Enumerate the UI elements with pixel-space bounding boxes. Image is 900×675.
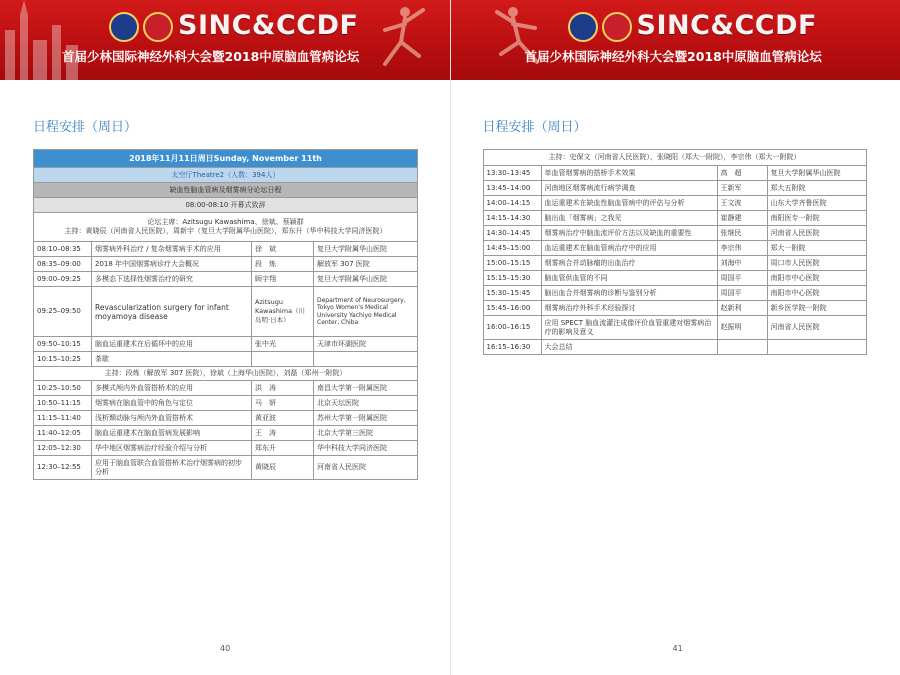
org-cell: 华中科技大学同济医院 [314, 441, 418, 456]
time-cell: 10:25–10:50 [34, 381, 92, 396]
topic-cell: 脑血运重建术在脑血管病发展影响 [92, 426, 252, 441]
martial-artist-icon [375, 4, 430, 74]
topic-cell: 大会总结 [541, 340, 717, 355]
speaker-cell: 高 超 [717, 166, 767, 181]
brand-title: SINC&CCDF [636, 10, 817, 41]
topic-cell: 河南地区烟雾病流行病学调查 [541, 181, 717, 196]
speaker-cell: 徐 斌 [252, 242, 314, 257]
chairs-line-3: 主持：段炼（解放军 307 医院），徐斌（上海华山医院），刘磊（郑州一附院） [34, 367, 418, 381]
table-row [34, 411, 418, 426]
table-row [483, 241, 866, 256]
table-row [483, 256, 866, 271]
topic-cell: 烟雾病治疗外科手术经验探讨 [541, 301, 717, 316]
table-row [483, 316, 866, 340]
time-cell: 08:10–08:35 [34, 242, 92, 257]
org-cell: 复旦大学附属华山医院 [314, 272, 418, 287]
table-row [483, 340, 866, 355]
topic-cell: 多模式颅内外血管搭桥术的应用 [92, 381, 252, 396]
venue-header: 太空厅Theatre2（人数：394人） [34, 168, 418, 183]
org-cell [314, 352, 418, 367]
time-cell: 09:25–09:50 [34, 287, 92, 337]
right-page [451, 0, 900, 675]
speaker-cell: 周国平 [717, 271, 767, 286]
topic-cell: 烟雾病合并动脉瘤的出血治疗 [541, 256, 717, 271]
table-row [483, 181, 866, 196]
chairs-line: 主持：史保文（河南省人民医院），张晓阳（郑大一附院），李宗伟（郑大一附院） [483, 150, 866, 166]
org-cell: 郑大五附院 [767, 181, 866, 196]
brand-title: SINC&CCDF [178, 10, 359, 41]
section-title: 日程安排（周日） [33, 120, 138, 135]
time-cell: 14:45–15:00 [483, 241, 541, 256]
topic-cell: 应用于脑血管联合血管搭桥术治疗烟雾病的初步分析 [92, 456, 252, 480]
sinc-logo-icon [109, 12, 139, 42]
ccdf-logo-icon [602, 12, 632, 42]
speaker-cell: 黄亚波 [252, 411, 314, 426]
topic-cell: 血运重建术在缺血性脑血管病中的评估与分析 [541, 196, 717, 211]
table-row [34, 287, 418, 337]
speaker-cell: 郑东升 [252, 441, 314, 456]
table-row [34, 337, 418, 352]
time-cell: 12:05–12:30 [34, 441, 92, 456]
org-cell: 解放军 307 医院 [314, 257, 418, 272]
table-row [483, 211, 866, 226]
speaker-cell: 赵新利 [717, 301, 767, 316]
speaker-cell: 王新军 [717, 181, 767, 196]
org-cell: 新乡医学院一附院 [767, 301, 866, 316]
speaker-cell: Azitsugu Kawashima（川岛明·日本） [252, 287, 314, 337]
org-cell: 北京天坛医院 [314, 396, 418, 411]
table-row [34, 352, 418, 367]
time-cell: 09:00–09:25 [34, 272, 92, 287]
time-cell: 09:50–10:15 [34, 337, 92, 352]
section-title: 日程安排（周日） [482, 120, 587, 135]
topic-cell: 烟雾病治疗中脑血流评价方法以及缺血的重要性 [541, 226, 717, 241]
topic-cell: 烟雾病外科治疗 / 复杂烟雾病手术的应用 [92, 242, 252, 257]
org-cell: 南昌大学第一附属医院 [314, 381, 418, 396]
org-cell: 山东大学齐鲁医院 [767, 196, 866, 211]
speaker-cell: 王 涛 [252, 426, 314, 441]
topic-cell: 烟雾病在脑血管中的角色与定位 [92, 396, 252, 411]
org-cell: 周口市人民医院 [767, 256, 866, 271]
speaker-cell: 张继民 [717, 226, 767, 241]
session-title: 缺血性脑血管病及烟雾病分论坛日程 [34, 183, 418, 198]
header-subtitle: 首届少林国际神经外科大会暨2018中原脑血管病论坛 [524, 49, 822, 64]
org-cell: 河南省人民医院 [767, 316, 866, 340]
time-cell: 15:45–16:00 [483, 301, 541, 316]
topic-cell: 血运重建术在脑血管病治疗中的应用 [541, 241, 717, 256]
org-cell: 南阳市中心医院 [767, 286, 866, 301]
time-cell: 16:00–16:15 [483, 316, 541, 340]
chairs-line-1: 论坛主席：Azitsugu Kawashima、徐斌、蔡颖群 [147, 218, 304, 226]
speaker-cell [252, 352, 314, 367]
header-banner [0, 0, 450, 80]
table-row [483, 196, 866, 211]
page-number: 41 [672, 644, 683, 653]
table-row [483, 301, 866, 316]
schedule-table [483, 149, 867, 355]
time-cell: 12:30–12:55 [34, 456, 92, 480]
time-cell: 11:40–12:05 [34, 426, 92, 441]
time-cell: 10:15–10:25 [34, 352, 92, 367]
city-skyline-icon [0, 0, 120, 80]
time-cell: 14:30–14:45 [483, 226, 541, 241]
chairs-line-2: 主持：黄晓辰（河南省人民医院），周新宇（复旦大学附属华山医院），郑东升（华中科技大学同济医院） [64, 227, 387, 235]
table-row [34, 257, 418, 272]
org-cell: 复旦大学附属华山医院 [314, 242, 418, 257]
topic-cell: 2018 年中国烟雾病诊疗大会概况 [92, 257, 252, 272]
org-cell: 天津市环湖医院 [314, 337, 418, 352]
org-cell: 南阳市中心医院 [767, 271, 866, 286]
chairs-cell [34, 213, 418, 242]
speaker-cell: 张中光 [252, 337, 314, 352]
session-time: 08:00-08:10 开幕式致辞 [34, 198, 418, 213]
topic-cell: 多模态下选择性烟雾治疗的研究 [92, 272, 252, 287]
ccdf-logo-icon [143, 12, 173, 42]
speaker-cell: 刘海中 [717, 256, 767, 271]
topic-cell: 脑血运重建术在后循环中的应用 [92, 337, 252, 352]
header-banner [451, 0, 900, 80]
table-row [34, 426, 418, 441]
topic-cell: 单血管烟雾病的搭桥手术效果 [541, 166, 717, 181]
time-cell: 08:35–09:00 [34, 257, 92, 272]
org-cell: 复旦大学附属华山医院 [767, 166, 866, 181]
org-cell: 北京大学第三医院 [314, 426, 418, 441]
time-cell: 15:00–15:15 [483, 256, 541, 271]
time-cell: 15:30–15:45 [483, 286, 541, 301]
speaker-cell: 洪 涛 [252, 381, 314, 396]
speaker-cell: 王文波 [717, 196, 767, 211]
org-cell: 苏州大学第一附属医院 [314, 411, 418, 426]
org-cell: 南阳医专一附院 [767, 211, 866, 226]
date-header: 2018年11月11日周日Sunday, November 11th [34, 150, 418, 168]
org-cell: 郑大一附院 [767, 241, 866, 256]
sinc-logo-icon [568, 12, 598, 42]
topic-cell: 脑血管供血管的不同 [541, 271, 717, 286]
time-cell: 11:15–11:40 [34, 411, 92, 426]
org-cell [767, 340, 866, 355]
time-cell: 15:15–15:30 [483, 271, 541, 286]
speaker-cell: 周国平 [717, 286, 767, 301]
org-cell: 河南省人民医院 [314, 456, 418, 480]
speaker-cell: 段 炼 [252, 257, 314, 272]
schedule-table [33, 149, 418, 480]
topic-cell: 茶歇 [92, 352, 252, 367]
header-subtitle: 首届少林国际神经外科大会暨2018中原脑血管病论坛 [62, 49, 360, 64]
time-cell: 10:50–11:15 [34, 396, 92, 411]
time-cell: 16:15–16:30 [483, 340, 541, 355]
org-cell: 河南省人民医院 [767, 226, 866, 241]
time-cell: 13:30–13:45 [483, 166, 541, 181]
topic-cell: 华中地区烟雾病治疗经验介绍与分析 [92, 441, 252, 456]
table-row [34, 456, 418, 480]
speaker-cell: 李宗伟 [717, 241, 767, 256]
table-row [483, 226, 866, 241]
speaker-cell: 崔静建 [717, 211, 767, 226]
time-cell: 13:45–14:00 [483, 181, 541, 196]
org-cell: Department of Neurosurgery, Tokyo Women's Medical University Yachiyo Medical Center, Chiba [314, 287, 418, 337]
speaker-cell: 赵振明 [717, 316, 767, 340]
table-row [34, 441, 418, 456]
table-row [34, 272, 418, 287]
page-number: 40 [220, 644, 231, 653]
speaker-cell: 马 妍 [252, 396, 314, 411]
speaker-cell: 顾宇翔 [252, 272, 314, 287]
topic-cell: 浅析颞动脉与颅内外血管搭桥术 [92, 411, 252, 426]
time-cell: 14:00–14:15 [483, 196, 541, 211]
table-row [34, 381, 418, 396]
topic-cell: 脑出血「烟雾病」之我见 [541, 211, 717, 226]
table-row [483, 166, 866, 181]
table-row [483, 271, 866, 286]
table-row [34, 396, 418, 411]
topic-cell: 脑出血合并烟雾病的诊断与鉴别分析 [541, 286, 717, 301]
topic-cell: Revascularization surgery for infant moyamoya disease [92, 287, 252, 337]
speaker-cell [717, 340, 767, 355]
time-cell: 14:15–14:30 [483, 211, 541, 226]
table-row [483, 286, 866, 301]
topic-cell: 应用 SPECT 脑血流灌注成像评价血管重建对烟雾病治疗的影响及意义 [541, 316, 717, 340]
speaker-cell: 黄晓辰 [252, 456, 314, 480]
table-row [34, 242, 418, 257]
